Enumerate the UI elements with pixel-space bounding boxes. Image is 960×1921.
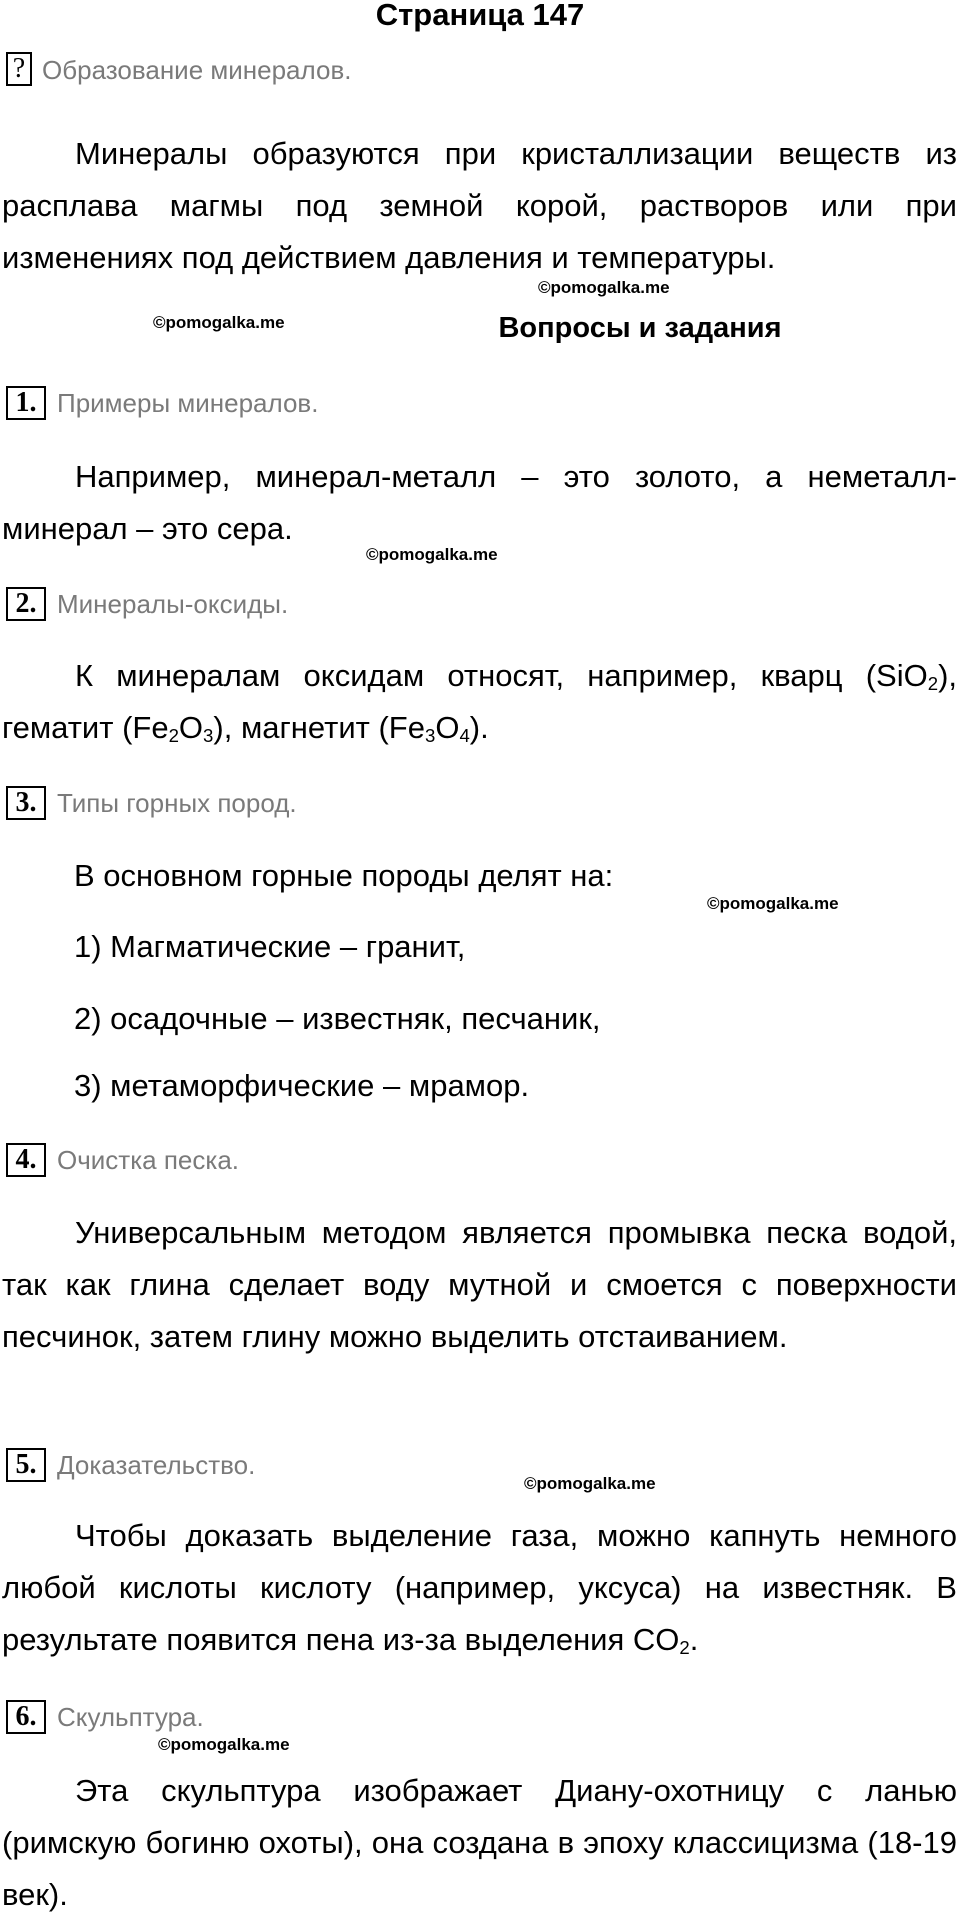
question-answer: Например, минерал-металл – это золото, а неметалл-минерал – это сера.: [2, 459, 957, 546]
watermark: ©pomogalka.me: [153, 313, 285, 332]
list-line: В основном горные породы делят на:: [74, 858, 614, 893]
question-label: Скульптура.: [57, 1702, 204, 1732]
page-title: Страница 147: [375, 0, 585, 32]
question-number-box: 5.: [6, 1448, 46, 1482]
watermark: ©pomogalka.me: [158, 1735, 290, 1754]
question-answer: Универсальным методом является промывка песка водой, так как глина сделает воду мутной и смоется с поверхности песчинок, затем глину можно выделить отстаиванием.: [2, 1215, 957, 1354]
question-mark-box: ?: [6, 52, 32, 86]
section-heading: Вопросы и задания: [498, 312, 782, 344]
question-number-box: 2.: [6, 587, 46, 621]
watermark: ©pomogalka.me: [524, 1474, 656, 1493]
watermark: ©pomogalka.me: [707, 894, 839, 913]
question-number-box: 4.: [6, 1143, 46, 1177]
list-line: 2) осадочные – известняк, песчаник,: [74, 1001, 601, 1036]
intro-label: Образование минералов.: [42, 55, 352, 85]
watermark: ©pomogalka.me: [538, 278, 670, 297]
question-label: Примеры минералов.: [57, 388, 319, 418]
question-answer: Эта скульптура изображает Диану-охотницу с ланью (римскую богиню охоты), она создана в эпоху классицизма (18-19 век).: [2, 1773, 957, 1912]
question-number-box: 1.: [6, 386, 46, 420]
list-line: 1) Магматические – гранит,: [74, 929, 466, 964]
intro-paragraph: Минералы образуются при кристаллизации веществ из расплава магмы под земной корой, растворов или при изменениях под действием давления и температуры.: [2, 136, 957, 275]
watermark: ©pomogalka.me: [366, 545, 498, 564]
question-number-box: 6.: [6, 1700, 46, 1734]
question-label: Минералы-оксиды.: [57, 589, 289, 619]
question-number-box: 3.: [6, 786, 46, 820]
list-line: 3) метаморфические – мрамор.: [74, 1068, 530, 1103]
question-answer: К минералам оксидам относят, например, кварц (SiO$_2$), гематит $(Fe_2O_3)$, магнетит $(Fe_3O_4)$.: [2, 658, 957, 747]
question-answer: Чтобы доказать выделение газа, можно капнуть немного любой кислоты кислоту (например, уксуса) на известняк. В результате появится пена из-за выделения $CO_2$.: [2, 1518, 957, 1659]
question-label: Типы горных пород.: [57, 788, 297, 818]
question-label: Доказательство.: [57, 1450, 256, 1480]
question-label: Очистка песка.: [57, 1145, 239, 1175]
